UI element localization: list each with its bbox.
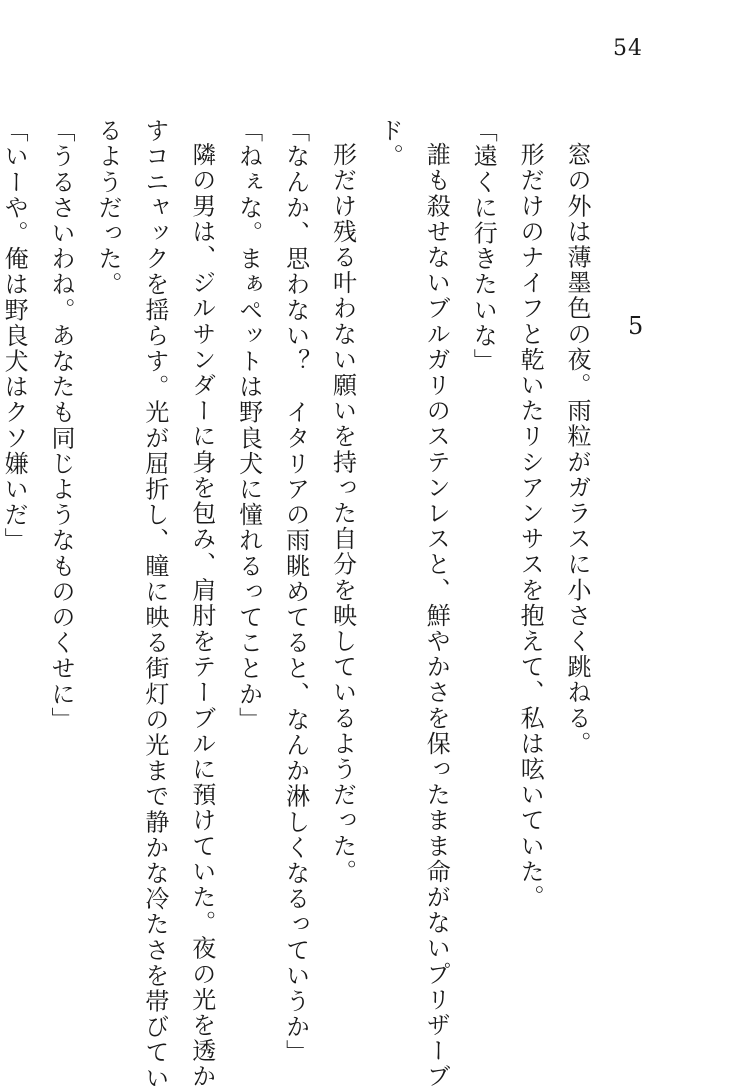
text-line: 「ねぇな。まぁペットは野良犬に憧れるってことか」 [234, 118, 263, 733]
text-line: 「遠くに行きたいな」 [469, 118, 498, 374]
text-line: 「いーや。俺は野良犬はクソ嫌いだ」 [0, 118, 29, 554]
text-line: 形だけのナイフと乾いたリシアンサスを抱えて、私は呟いていた。 [516, 142, 545, 910]
vertical-text-body [0, 118, 600, 1091]
text-line: るようだった。 [93, 118, 122, 298]
text-line: 窓の外は薄墨色の夜。雨粒がガラスに小さく跳ねる。 [563, 142, 591, 757]
text-line: 隣の男は、ジルサンダーに身を包み、肩肘をテーブルに預けていた。夜の光を透か [187, 142, 216, 1090]
chapter-number: 5 [628, 312, 644, 340]
text-line: 「なんか、思わない？ イタリアの雨眺めてると、なんか淋しくなるっていうか」 [281, 118, 310, 1066]
text-line: 形だけ残る叶わない願いを持った自分を映しているようだった。 [328, 142, 357, 885]
text-line: 「うるさいわね。あなたも同じようなもののくせに」 [47, 118, 76, 733]
page-number: 54 [613, 36, 643, 61]
text-line: すコニャックを揺らす。光が屈折し、瞳に映る街灯の光まで静かな冷たさを帯びてい [140, 118, 169, 1091]
text-line: ド。 [375, 118, 404, 170]
text-line: 誰も殺せないブルガリのステンレスと、鮮やかさを保ったまま命がないプリザーブ [422, 142, 451, 1090]
